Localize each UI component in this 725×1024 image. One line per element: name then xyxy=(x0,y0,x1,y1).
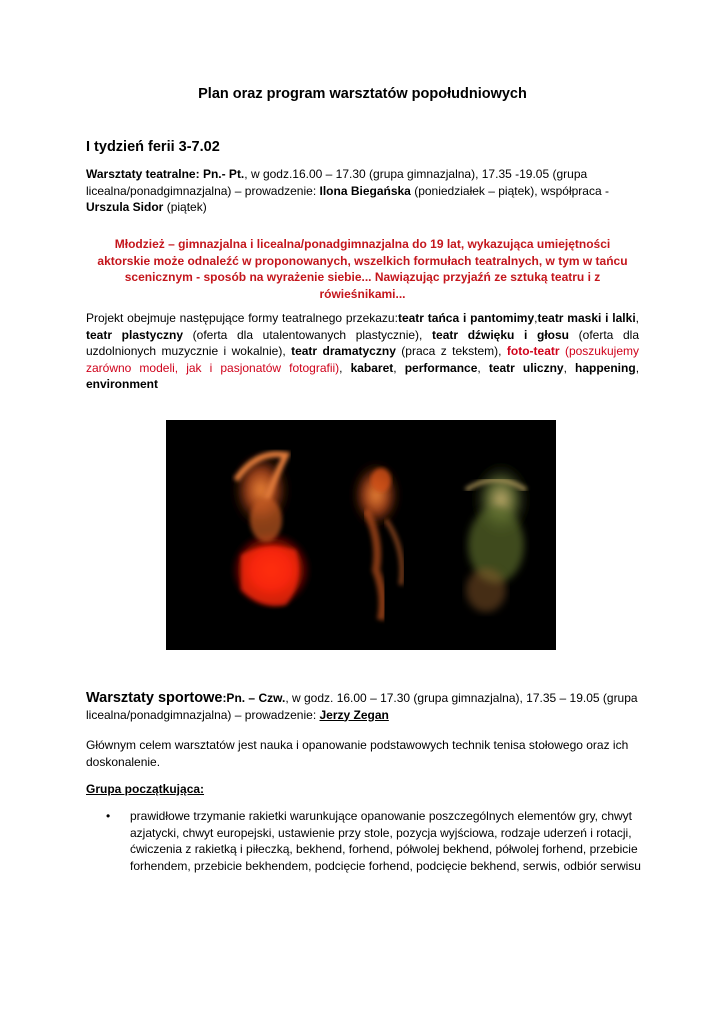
sport-schedule: , w godz. 16.00 – 17.30 (grupa gimnazjalna), 17.35 – 19.05 (grupa licealna/ponadgimnazjalna) – prowadzenie: xyxy=(86,691,638,722)
sport-workshop-paragraph xyxy=(86,690,646,723)
form-item: teatr plastyczny xyxy=(86,327,184,342)
project-paragraph xyxy=(86,310,639,393)
theatre-workshop-paragraph xyxy=(86,166,639,216)
highlight-line: Młodzież – gimnazjalna i licealna/ponadgimnazjalna do 19 lat, wykazująca umiejętności xyxy=(114,237,611,251)
bullet-icon: • xyxy=(106,809,111,823)
theatre-days: Pn.- Pt. xyxy=(202,167,245,181)
week-heading: I tydzień ferii 3-7.02 xyxy=(86,139,220,155)
highlight-line: scenicznym - sposób na wyrażenie siebie... Nawiązując przyjaźń ze sztuką teatru i z xyxy=(124,270,601,284)
form-note: (oferta dla utalentowanych plastycznie), xyxy=(183,327,433,342)
theatre-label: Warsztaty teatralne: xyxy=(86,167,200,181)
separator: , xyxy=(477,360,489,375)
theatre-schedule: , w godz.16.00 – 17.30 (grupa gimnazjalna), 17.35 -19.05 (grupa licealna/ponadgimnazjalna) – prowadzenie: xyxy=(86,167,588,198)
form-item: teatr dramatyczny xyxy=(291,344,396,358)
theatre-leader-note: (poniedziałek – piątek), współpraca - xyxy=(410,183,609,198)
form-note-foto-teatr: (poszukujemy zarówno modeli, jak i pasjonatów fotografii) xyxy=(86,344,639,375)
separator: , xyxy=(339,360,351,375)
theatre-leader: Ilona Biegańska xyxy=(319,183,411,198)
form-item: teatr tańca i pantomimy xyxy=(397,311,535,325)
form-item: teatr dźwięku i głosu xyxy=(432,327,569,342)
form-item: kabaret xyxy=(350,360,394,375)
list-item-text: prawidłowe trzymanie rakietki warunkujące opanowanie poszczególnych elementów gry, chwyt azjatycki, chwyt europejski, ustawienie przy stole, pozycja wyjściowa, rodzaje uderzeń i rotacji, ćwiczenia z rakietką i piłeczką, bekhend, forhend, półwolej bekhend, półwolej forhend, przebicie forhendem, przebicie bekhendem, podcięcie forhend, podcięcie bekhend, serwis, odbiór serwisu xyxy=(130,809,641,873)
separator: , xyxy=(534,311,538,325)
form-item: teatr maski i lalki xyxy=(537,311,636,325)
page-title: Plan oraz program warsztatów popołudniowych xyxy=(198,86,527,102)
sport-label: Warsztaty sportowe xyxy=(86,690,223,706)
form-item: happening xyxy=(575,360,636,375)
form-note: (oferta dla uzdolnionych muzycznie i wokalnie), xyxy=(86,327,639,358)
dance-photo xyxy=(166,420,556,650)
list-item xyxy=(86,808,646,874)
separator: , xyxy=(635,311,639,325)
separator: , xyxy=(635,360,640,375)
sport-leader: Jerzy Zegan xyxy=(319,707,389,722)
form-item: environment xyxy=(86,377,159,391)
skills-list xyxy=(86,808,646,874)
form-item: performance xyxy=(404,360,478,375)
sport-days: :Pn. – Czw. xyxy=(222,691,286,705)
highlight-paragraph xyxy=(86,236,639,302)
dance-photo-illustration xyxy=(166,420,556,650)
highlight-line: rówieśnikami... xyxy=(319,286,406,301)
group-heading: Grupa początkująca: xyxy=(86,782,205,796)
form-item: teatr uliczny xyxy=(488,360,564,375)
sport-goal-paragraph: Głównym celem warsztatów jest nauka i opanowanie podstawowych technik tenisa stołowego oraz ich doskonalenie. xyxy=(86,738,629,769)
form-note: (praca z tekstem), xyxy=(395,344,507,358)
separator: , xyxy=(393,360,405,375)
project-intro: Projekt obejmuje następujące formy teatralnego przekazu: xyxy=(86,311,398,325)
form-item-foto-teatr: foto-teatr xyxy=(506,344,560,358)
theatre-coop-note: (piątek) xyxy=(163,200,207,214)
highlight-line: aktorskie może odnaleźć w proponowanych, wszelkich formułach teatralnych, w tym w tańcu xyxy=(97,253,628,268)
separator: , xyxy=(563,360,576,375)
theatre-coop: Urszula Sidor xyxy=(86,200,164,214)
